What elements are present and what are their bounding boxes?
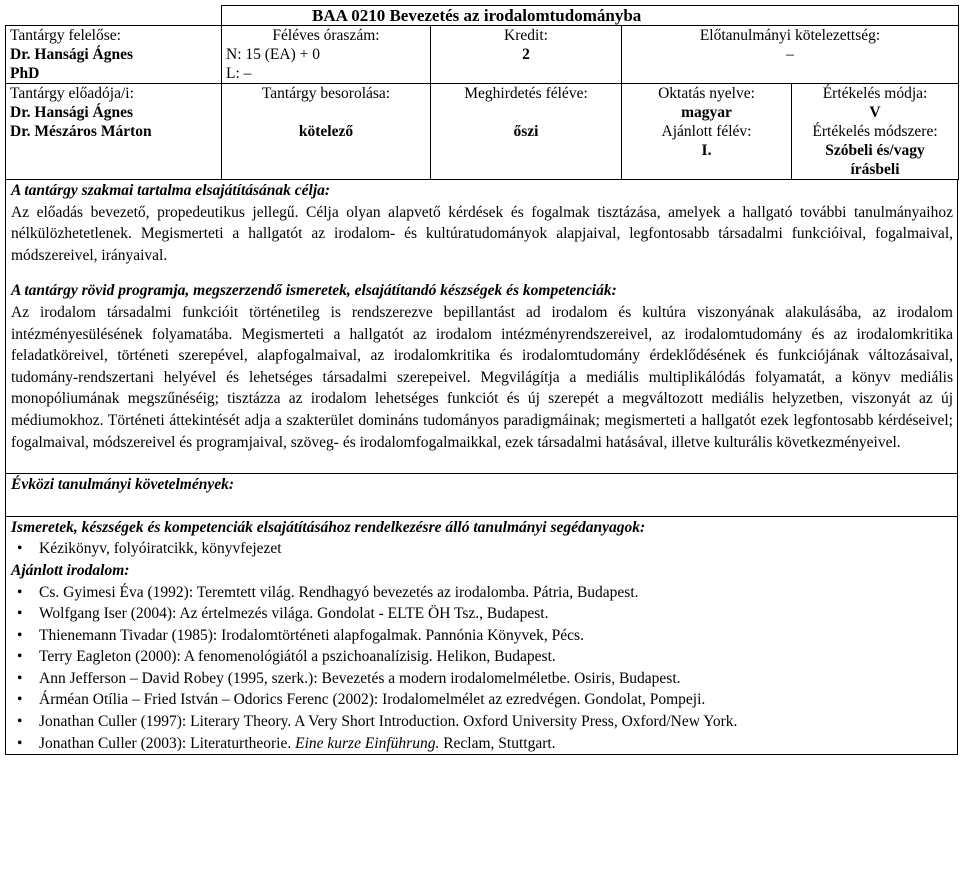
responsible-label: Tantárgy felelőse: <box>10 27 121 44</box>
classification-label: Tantárgy besorolása: <box>261 85 391 102</box>
assessment-method-label: Értékelés módszere: <box>812 123 938 140</box>
list-item: • Thienemann Tivadar (1985): Irodalomtörténeti alapfogalmak. Pannónia Könyvek, Pécs. <box>39 625 953 647</box>
list-item: • Ann Jefferson – David Robey (1995, szerk.): Bevezetés a modern irodalomelméletbe. Osiris, Budapest. <box>39 668 953 690</box>
hours-n: N: 15 (EA) + 0 <box>226 46 320 63</box>
credit-value: 2 <box>522 46 530 63</box>
prereq-label: Előtanulmányi kötelezettség: <box>699 27 881 44</box>
language-value: magyar <box>681 104 732 121</box>
course-document <box>5 5 958 755</box>
assessment-label: Értékelés módja: <box>822 85 928 102</box>
requirements-title: Évközi tanulmányi követelmények: <box>11 476 235 494</box>
course-title: BAA 0210 Bevezetés az irodalomtudományba <box>222 6 959 26</box>
list-item: • Wolfgang Iser (2004): Az értelmezés világa. Gondolat - ELTE ÖH Tsz., Budapest. <box>39 603 953 625</box>
recommended-semester-value: I. <box>701 142 712 159</box>
lecturer-name-1: Dr. Hansági Ágnes <box>10 104 134 121</box>
aim-text: Az előadás bevezető, propedeutikus jellegű. Célja olyan alapvető kérdések és fogalmak tisztázása, amelyek a hallgató további tanulmányaihoz nélkülözhetetlenek. Megismerteti a hallgatót az irodalom- és kultúratudományok alapjaival, legfontosabb társadalmi funkcióival, fogalmaival, módszereivel, irányaival. <box>11 203 953 264</box>
responsible-name: Dr. Hansági Ágnes <box>10 46 134 63</box>
list-item: • Jonathan Culler (1997): Literary Theory. A Very Short Introduction. Oxford University Press, Oxford/New York. <box>39 711 953 733</box>
hours-label: Féléves óraszám: <box>272 27 380 44</box>
materials-section <box>5 517 958 756</box>
hours-l: L: – <box>226 65 252 82</box>
list-item: • Árméan Otília – Fried István – Odorics Ferenc (2002): Irodalomelmélet az ezredvégen. Gondolat, Pompeji. <box>39 689 953 711</box>
prereq-value: – <box>786 46 794 63</box>
language-label: Oktatás nyelve: <box>658 85 755 102</box>
list-item: • Cs. Gyimesi Éva (1992): Teremtett világ. Rendhagyó bevezetés az irodalomba. Pátria, Budapest. <box>39 582 953 604</box>
lecturer-label: Tantárgy előadója/i: <box>10 85 134 102</box>
aim-section <box>5 180 958 474</box>
materials-title: Ismeretek, készségek és kompetenciák elsajátításához rendelkezésre álló tanulmányi segédanyagok: <box>11 518 646 536</box>
requirements-section <box>5 474 958 517</box>
materials-list <box>11 538 953 560</box>
aim-title: A tantárgy szakmai tartalma elsajátításának célja: <box>11 182 331 199</box>
semester-value: őszi <box>513 123 539 140</box>
program-text: Az irodalom társadalmi funkcióit történetileg is rendszerezve bepillantást ad irodalom és kultúra viszonyának alakulásába, az irodalom intézményesülésének folyamatába. Megismerteti a hallgatót az irodalom intézményrendszereivel, az irodalomtudomány és az irodalomkritika feladatköreivel, történeti szerepével, alapfogalmaival, az irodalomkritika és irodalomtudomány érdeklődésének és funkciójának változásaival, tudomány-rendszertani helyével és lehetséges társadalmi szerepeivel. Megvilágítja a mediális multiplikálódás folyamatát, a könyv mediális monopóliumának megszűnéséig; tisztázza az irodalom lehetséges funkciót és új szerepét a megváltozott mediális helyzetben, viszonyát az új médiumokhoz. Történeti áttekintését adja a szakterület domináns tudományos paradigmáinak; megismerteti a hallgatót ezek legfontosabb kérdéseivel; fogalmaival, módszereivel és programjaival, szöveg- és irodalomfogalmaikkal, ezek társadalmi hatásával, illetve kulturális következményeivel. <box>11 303 953 451</box>
credit-label: Kredit: <box>504 27 548 44</box>
list-item <box>39 733 953 755</box>
semester-label: Meghirdetés féléve: <box>464 85 588 102</box>
reference-text: Jonathan Culler (2003): Literaturtheorie. <box>39 734 296 752</box>
reference-publisher: Reclam, Stuttgart. <box>439 734 556 752</box>
recommended-semester-label: Ajánlott félév: <box>661 123 752 140</box>
recommended-literature-list <box>11 582 953 755</box>
classification-value: kötelező <box>298 123 354 140</box>
course-header-table <box>5 5 959 180</box>
program-title: A tantárgy rövid programja, megszerzendő ismeretek, elsajátítandó készségek és kompetenciák: <box>11 282 617 300</box>
assessment-value: V <box>869 104 881 121</box>
list-item: • Kézikönyv, folyóiratcikk, könyvfejezet <box>39 538 953 560</box>
recommended-literature-title: Ajánlott irodalom: <box>11 561 130 579</box>
reference-subtitle: Eine kurze Einführung. <box>295 734 440 752</box>
lecturer-name-2: Dr. Mészáros Márton <box>10 123 152 140</box>
list-item: • Terry Eagleton (2000): A fenomenológiától a pszichoanalízisig. Helikon, Budapest. <box>39 646 953 668</box>
assessment-method-value: Szóbeli és/vagy írásbeli <box>825 142 925 178</box>
responsible-title: PhD <box>10 65 40 82</box>
